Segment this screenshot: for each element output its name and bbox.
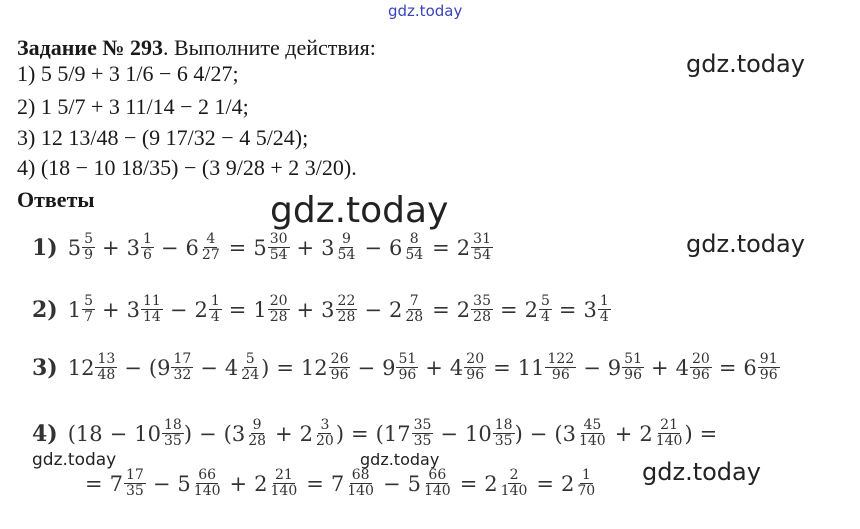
- operator: =: [276, 355, 294, 380]
- fraction: [82, 294, 95, 325]
- whole-part: 3: [126, 297, 140, 322]
- fraction: [314, 418, 336, 449]
- task-item-1: 1) 5 5/9 + 3 1/6 − 6 4/27;: [17, 61, 239, 86]
- numerator: 7: [409, 293, 419, 309]
- fraction: [758, 352, 780, 383]
- answers-heading: Ответы: [17, 187, 95, 212]
- whole-part: 2: [456, 297, 471, 322]
- mixed-number: [465, 418, 515, 449]
- fraction: [577, 418, 608, 449]
- symbol: ): [335, 421, 345, 446]
- whole-part: 3: [231, 421, 246, 446]
- whole-part: 5: [177, 471, 191, 496]
- denominator: 28: [473, 309, 491, 325]
- numerator: 21: [274, 467, 293, 483]
- whole-part: 5: [67, 235, 82, 260]
- fraction: [403, 294, 425, 325]
- mixed-number: [68, 294, 95, 325]
- numerator: 1: [581, 467, 591, 483]
- fraction: [598, 294, 611, 325]
- fraction: [82, 232, 95, 263]
- fraction: [171, 352, 193, 383]
- answer-label: 1): [32, 234, 58, 261]
- mixed-number: [301, 352, 351, 383]
- numerator: 1: [143, 231, 152, 247]
- operator: =: [432, 297, 450, 322]
- symbol: ): [514, 421, 523, 446]
- whole-part: 7: [109, 471, 123, 496]
- whole-part: 2: [299, 421, 314, 446]
- whole-part: 7: [330, 471, 345, 496]
- mixed-number: [525, 294, 552, 325]
- task-item-3: 3) 12 13/48 − (9 17/32 − 4 5/24);: [17, 125, 309, 150]
- task-title-number: Задание № 293: [17, 35, 163, 60]
- operator: −: [152, 471, 171, 496]
- mixed-number: [157, 352, 193, 383]
- numerator: 45: [583, 417, 602, 433]
- fraction: [539, 294, 552, 325]
- whole-part: 2: [194, 297, 208, 322]
- fraction: [336, 232, 358, 263]
- operator: −: [583, 355, 601, 380]
- denominator: 9: [84, 247, 94, 263]
- fraction: [246, 418, 268, 449]
- whole-part: 12: [300, 355, 328, 380]
- numerator: 13: [97, 351, 116, 367]
- mixed-number: [134, 418, 184, 449]
- numerator: 4: [206, 231, 216, 247]
- operator: =: [718, 355, 737, 380]
- fraction: [141, 232, 154, 263]
- operator: −: [124, 355, 142, 380]
- task-item-4: 4) (18 − 10 18/35) − (3 9/28 + 2 3/20).: [17, 155, 357, 180]
- mixed-number: [450, 352, 486, 383]
- denominator: 35: [125, 483, 144, 499]
- numerator: 2: [509, 467, 519, 483]
- task-title-text: . Выполните действия:: [162, 35, 376, 60]
- fraction: [422, 468, 453, 499]
- whole-part: 6: [185, 235, 199, 260]
- symbol: ): [261, 355, 270, 380]
- numerator: 68: [351, 467, 370, 483]
- mixed-number: [127, 232, 154, 263]
- symbol: ): [183, 421, 193, 446]
- denominator: 14: [143, 309, 161, 325]
- operator: +: [102, 297, 120, 322]
- numerator: 66: [198, 467, 217, 483]
- answer-line-1: [32, 232, 493, 263]
- answer-line-3: [32, 352, 780, 383]
- whole-part: 17: [383, 421, 411, 446]
- mixed-number: [253, 294, 289, 325]
- mixed-number: [389, 232, 425, 263]
- numerator: 35: [473, 293, 491, 309]
- watermark-bottom-right: gdz.today: [642, 458, 761, 486]
- numerator: 5: [540, 293, 550, 309]
- denominator: 35: [163, 433, 182, 449]
- answer-line-4: [32, 418, 724, 449]
- answer-label: 3): [32, 354, 58, 381]
- whole-part: 1: [253, 297, 267, 322]
- fraction: [162, 418, 184, 449]
- operator: +: [614, 421, 633, 446]
- whole-part: 5: [253, 235, 267, 260]
- operator: −: [364, 297, 382, 322]
- mixed-number: [457, 294, 493, 325]
- denominator: 28: [269, 309, 288, 325]
- denominator: 96: [398, 367, 417, 383]
- numerator: 21: [660, 417, 678, 433]
- whole-part: 9: [382, 355, 396, 380]
- fraction: [690, 352, 712, 383]
- operator: +: [229, 471, 248, 496]
- numerator: 91: [759, 351, 778, 367]
- mixed-number: [232, 418, 268, 449]
- whole-part: 3: [583, 297, 597, 322]
- mixed-number: [321, 294, 357, 325]
- numerator: 9: [341, 231, 351, 247]
- denominator: 24: [241, 367, 260, 383]
- mixed-number: [194, 294, 221, 325]
- denominator: 4: [210, 309, 220, 325]
- whole-part: 2: [484, 471, 498, 496]
- fraction: [412, 418, 434, 449]
- denominator: 35: [494, 433, 513, 449]
- mixed-number: [743, 352, 779, 383]
- denominator: 20: [316, 433, 334, 449]
- whole-part: 2: [388, 297, 403, 322]
- mixed-number: [253, 232, 289, 263]
- operator: =: [306, 471, 324, 496]
- mixed-number: [608, 352, 644, 383]
- operator: −: [440, 421, 459, 446]
- operator: −: [200, 355, 218, 380]
- fraction: [622, 352, 644, 383]
- numerator: 35: [413, 417, 432, 433]
- symbol: ): [684, 421, 693, 446]
- denominator: 96: [330, 367, 349, 383]
- mixed-number: [331, 468, 376, 499]
- denominator: 4: [599, 309, 609, 325]
- numerator: 5: [84, 231, 94, 247]
- operator: +: [296, 297, 315, 322]
- numerator: 5: [245, 351, 255, 367]
- denominator: 28: [337, 309, 356, 325]
- watermark-right-2: gdz.today: [686, 230, 805, 258]
- mixed-number: [127, 294, 163, 325]
- mixed-number: [563, 418, 608, 449]
- fraction: [192, 468, 223, 499]
- mixed-number: [321, 232, 357, 263]
- fraction: [209, 294, 222, 325]
- answer-label: 4): [32, 420, 58, 447]
- fraction: [336, 294, 358, 325]
- symbol: (18: [67, 421, 103, 446]
- numerator: 51: [624, 351, 642, 367]
- whole-part: 2: [639, 421, 653, 446]
- fraction: [471, 232, 493, 263]
- fraction: [345, 468, 376, 499]
- denominator: 28: [248, 433, 267, 449]
- operator: =: [432, 235, 450, 260]
- denominator: 54: [337, 247, 356, 263]
- symbol: (: [554, 421, 563, 446]
- fraction: [268, 232, 290, 263]
- numerator: 5: [84, 293, 94, 309]
- fraction: [499, 468, 530, 499]
- fraction: [239, 352, 261, 383]
- fraction: [200, 232, 222, 263]
- fraction: [493, 418, 515, 449]
- whole-part: 4: [224, 355, 239, 380]
- numerator: 20: [466, 351, 485, 367]
- mixed-number: [254, 468, 299, 499]
- denominator: 32: [173, 367, 192, 383]
- numerator: 51: [398, 351, 417, 367]
- numerator: 1: [599, 293, 609, 309]
- mixed-number: [382, 352, 418, 383]
- numerator: 3: [320, 417, 330, 433]
- whole-part: 9: [157, 355, 171, 380]
- mixed-number: [384, 418, 434, 449]
- denominator: 140: [655, 433, 683, 449]
- operator: =: [558, 297, 577, 322]
- denominator: 140: [578, 433, 606, 449]
- numerator: 22: [337, 293, 356, 309]
- answer-label: 2): [32, 296, 58, 323]
- mixed-number: [639, 418, 684, 449]
- numerator: 9: [252, 417, 262, 433]
- whole-part: 6: [743, 355, 757, 380]
- whole-part: 2: [456, 235, 471, 260]
- operator: =: [228, 235, 247, 260]
- numerator: 66: [428, 467, 447, 483]
- mixed-number: [389, 294, 425, 325]
- watermark-top: gdz.today: [388, 2, 463, 20]
- symbol: (: [375, 421, 384, 446]
- denominator: 96: [759, 367, 778, 383]
- task-item-2: 2) 1 5/7 + 3 11/14 − 2 1/4;: [17, 94, 249, 119]
- fraction: [471, 294, 493, 325]
- denominator: 27: [201, 247, 220, 263]
- numerator: 20: [691, 351, 710, 367]
- whole-part: 6: [388, 235, 403, 260]
- fraction: [545, 352, 576, 383]
- fraction: [268, 294, 290, 325]
- fraction: [329, 352, 351, 383]
- operator: =: [499, 297, 518, 322]
- answer-line-4-continuation: [78, 468, 597, 499]
- mixed-number: [177, 468, 222, 499]
- whole-part: 10: [465, 421, 492, 446]
- numerator: 17: [173, 351, 192, 367]
- operator: −: [357, 355, 376, 380]
- denominator: 70: [577, 483, 596, 499]
- whole-part: 4: [449, 355, 464, 380]
- whole-part: 3: [562, 421, 576, 446]
- symbol: (: [223, 421, 232, 446]
- whole-part: 5: [407, 471, 421, 496]
- mixed-number: [676, 352, 712, 383]
- mixed-number: [561, 468, 597, 499]
- numerator: 8: [409, 231, 419, 247]
- watermark-right-1: gdz.today: [686, 50, 805, 78]
- denominator: 96: [691, 367, 710, 383]
- mixed-number: [408, 468, 453, 499]
- denominator: 140: [270, 483, 298, 499]
- numerator: 1: [210, 293, 220, 309]
- mixed-number: [225, 352, 261, 383]
- operator: −: [199, 421, 217, 446]
- operator: −: [109, 421, 128, 446]
- operator: −: [160, 235, 179, 260]
- mixed-number: [584, 294, 611, 325]
- whole-part: 3: [321, 235, 335, 260]
- mixed-number: [186, 232, 222, 263]
- operator: =: [351, 421, 369, 446]
- whole-part: 3: [126, 235, 140, 260]
- operator: +: [275, 421, 293, 446]
- numerator: 20: [269, 293, 288, 309]
- operator: +: [296, 235, 315, 260]
- whole-part: 12: [67, 355, 95, 380]
- fraction: [141, 294, 163, 325]
- operator: =: [85, 471, 103, 496]
- whole-part: 11: [517, 355, 545, 380]
- operator: =: [459, 471, 478, 496]
- denominator: 7: [84, 309, 94, 325]
- whole-part: 9: [607, 355, 622, 380]
- operator: −: [529, 421, 548, 446]
- denominator: 35: [413, 433, 432, 449]
- operator: +: [651, 355, 669, 380]
- denominator: 48: [97, 367, 116, 383]
- denominator: 4: [540, 309, 550, 325]
- mixed-number: [110, 468, 146, 499]
- operator: =: [536, 471, 555, 496]
- denominator: 140: [500, 483, 528, 499]
- fraction: [124, 468, 146, 499]
- symbol: (: [148, 355, 158, 380]
- denominator: 96: [466, 367, 485, 383]
- numerator: 26: [330, 351, 349, 367]
- denominator: 54: [473, 247, 491, 263]
- fraction: [95, 352, 117, 383]
- numerator: 18: [163, 417, 182, 433]
- operator: −: [382, 471, 401, 496]
- fraction: [654, 418, 685, 449]
- fraction: [464, 352, 486, 383]
- numerator: 122: [547, 351, 575, 367]
- fraction: [403, 232, 425, 263]
- whole-part: 4: [675, 355, 689, 380]
- denominator: 6: [143, 247, 152, 263]
- denominator: 28: [405, 309, 424, 325]
- denominator: 96: [624, 367, 642, 383]
- watermark-bottom-mid: gdz.today: [360, 450, 440, 469]
- mixed-number: [68, 352, 118, 383]
- denominator: 140: [423, 483, 451, 499]
- task-title: [17, 36, 376, 60]
- operator: =: [493, 355, 511, 380]
- operator: =: [228, 297, 247, 322]
- operator: +: [425, 355, 443, 380]
- whole-part: 2: [524, 297, 538, 322]
- whole-part: 2: [254, 471, 268, 496]
- operator: −: [169, 297, 188, 322]
- numerator: 31: [473, 231, 491, 247]
- whole-part: 1: [67, 297, 82, 322]
- watermark-bottom-left: gdz.today: [32, 450, 117, 470]
- mixed-number: [457, 232, 493, 263]
- denominator: 96: [551, 367, 570, 383]
- numerator: 18: [494, 417, 513, 433]
- whole-part: 10: [134, 421, 161, 446]
- denominator: 54: [269, 247, 288, 263]
- denominator: 140: [193, 483, 221, 499]
- whole-part: 3: [321, 297, 335, 322]
- numerator: 30: [269, 231, 288, 247]
- operator: −: [364, 235, 382, 260]
- mixed-number: [68, 232, 95, 263]
- fraction: [269, 468, 300, 499]
- whole-part: 2: [561, 471, 575, 496]
- denominator: 54: [405, 247, 424, 263]
- operator: +: [102, 235, 120, 260]
- fraction: [396, 352, 418, 383]
- answer-line-2: [32, 294, 611, 325]
- mixed-number: [518, 352, 576, 383]
- denominator: 140: [347, 483, 374, 499]
- numerator: 11: [143, 293, 161, 309]
- operator: =: [699, 421, 718, 446]
- mixed-number: [300, 418, 336, 449]
- watermark-center: gdz.today: [270, 190, 449, 231]
- fraction: [575, 468, 597, 499]
- mixed-number: [484, 468, 529, 499]
- numerator: 17: [125, 467, 144, 483]
